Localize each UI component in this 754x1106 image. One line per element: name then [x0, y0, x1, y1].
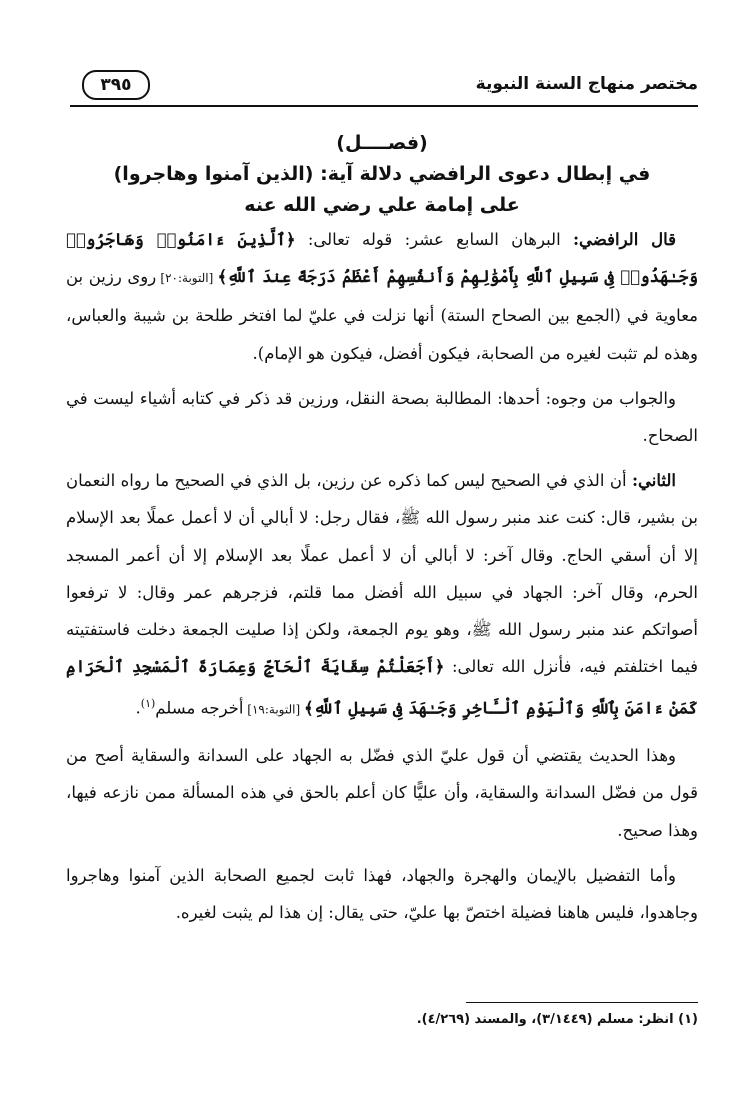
hadith-source: أخرجه مسلم: [155, 698, 244, 718]
paragraph-hadith-meaning: وهذا الحديث يقتضي أن قول عليّ الذي فضّل به الجهاد على السدانة والسقاية أصح من قول من فضّل السدانة والسقاية، وأن عليًّا كان أعلم بالحق في هذه المسألة ممن نازعه فيها، وهذا صحيح.: [66, 746, 698, 840]
paragraph-claim: [66, 221, 698, 372]
claim-intro: البرهان السابع عشر: قوله تعالى:: [295, 230, 573, 249]
verse-reference: [التوبة:٢٠]: [156, 271, 218, 286]
sentence-end: .: [135, 698, 141, 718]
paragraph-answer: والجواب من وجوه: أحدها: المطالبة بصحة النقل، ورزين قد ذكر في كتابه أشياء ليست في الصحاح.: [66, 388, 698, 446]
page-header: [70, 70, 698, 104]
speaker-label: قال الرافضي:: [572, 230, 676, 249]
second-body: أن الذي في الصحيح ليس كما ذكره عن رزين، بل الذي في الصحيح ما رواه النعمان بن بشير، قال: كنت عند منبر رسول الله ﷺ، فقال رجل: لا أبالي أن لا أعمل عملًا بعد الإسلام إلا أن أسقي الحاج. وقال آخر: لا أبالي أن لا أعمل عملًا بعد الإسلام إلا أن أعمر المسجد الحرم، وقال آخر: الجهاد في سبيل الله أفضل مما قلتم، فزجرهم عمر وقال: لا ترفعوا أصواتكم عند منبر رسول الله ﷺ، وهو يوم الجمعة، ولكن إذا صليت الجمعة دخلت فاستفتيته فيما اختلفتم فيه، فأنزل الله تعالى:: [66, 471, 698, 677]
footnote: (١) انظر: مسلم (٣/١٤٤٩)، والمسند (٤/٢٦٩).: [416, 1012, 698, 1027]
section-title-line2: على إمامة علي رضي الله عنه: [244, 194, 520, 216]
page-number: ٣٩٥: [82, 70, 150, 100]
header-rule: [70, 105, 698, 107]
second-lead: الثاني:: [631, 471, 676, 491]
verse-reference: [التوبة:١٩]: [243, 702, 304, 717]
paragraph-second: [66, 462, 698, 729]
claim-rest: روى رزين بن معاوية في (الجمع بين الصحاح الستة) أنها نزلت في عليّ لما افتخر طلحة بن شيبة والعباس، وهذه لم تثبت لغيره من الصحابة، فيكون أفضل، فيكون هو الإمام).: [66, 267, 698, 363]
paragraph-conclusion: وأما التفضيل بالإيمان والهجرة والجهاد، فهذا ثابت لجميع الصحابة الذين آمنوا وهاجروا وجاهدوا، فليس هاهنا فضيلة اختصّ بها عليّ، حتى يقال: إن هذا لم يثبت لغيره.: [66, 865, 698, 922]
section-label: (فصــــل): [336, 132, 428, 154]
page-body: [66, 128, 698, 931]
quran-verse: ﴿أَجَعَلْتُمْ سِقَايَةَ ٱلْحَآجِّ وَعِمَارَةَ ٱلْمَسْجِدِ ٱلْحَرَامِ كَمَنْ ءَامَنَ بِٱللَّهِ وَٱلْيَوْمِ ٱلْـَٔاخِرِ وَجَـٰهَدَ فِى سَبِيلِ ٱللَّهِ﴾: [66, 657, 698, 718]
footnote-marker: (١): [140, 697, 156, 711]
footnote-rule: [466, 1002, 698, 1003]
section-title-line1: في إبطال دعوى الرافضي دلالة آية: (الذين آمنوا وهاجروا): [113, 163, 651, 185]
book-title: مختصر منهاج السنة النبوية: [475, 74, 698, 94]
quran-verse: ﴿ٱلَّذِينَ ءَامَنُوا۟ وَهَاجَرُوا۟ وَجَـٰهَدُوا۟ فِى سَبِيلِ ٱللَّهِ بِأَمْوَٰلِهِمْ وَأَنفُسِهِمْ أَعْظَمُ دَرَجَةً عِندَ ٱللَّهِ﴾: [66, 230, 699, 287]
